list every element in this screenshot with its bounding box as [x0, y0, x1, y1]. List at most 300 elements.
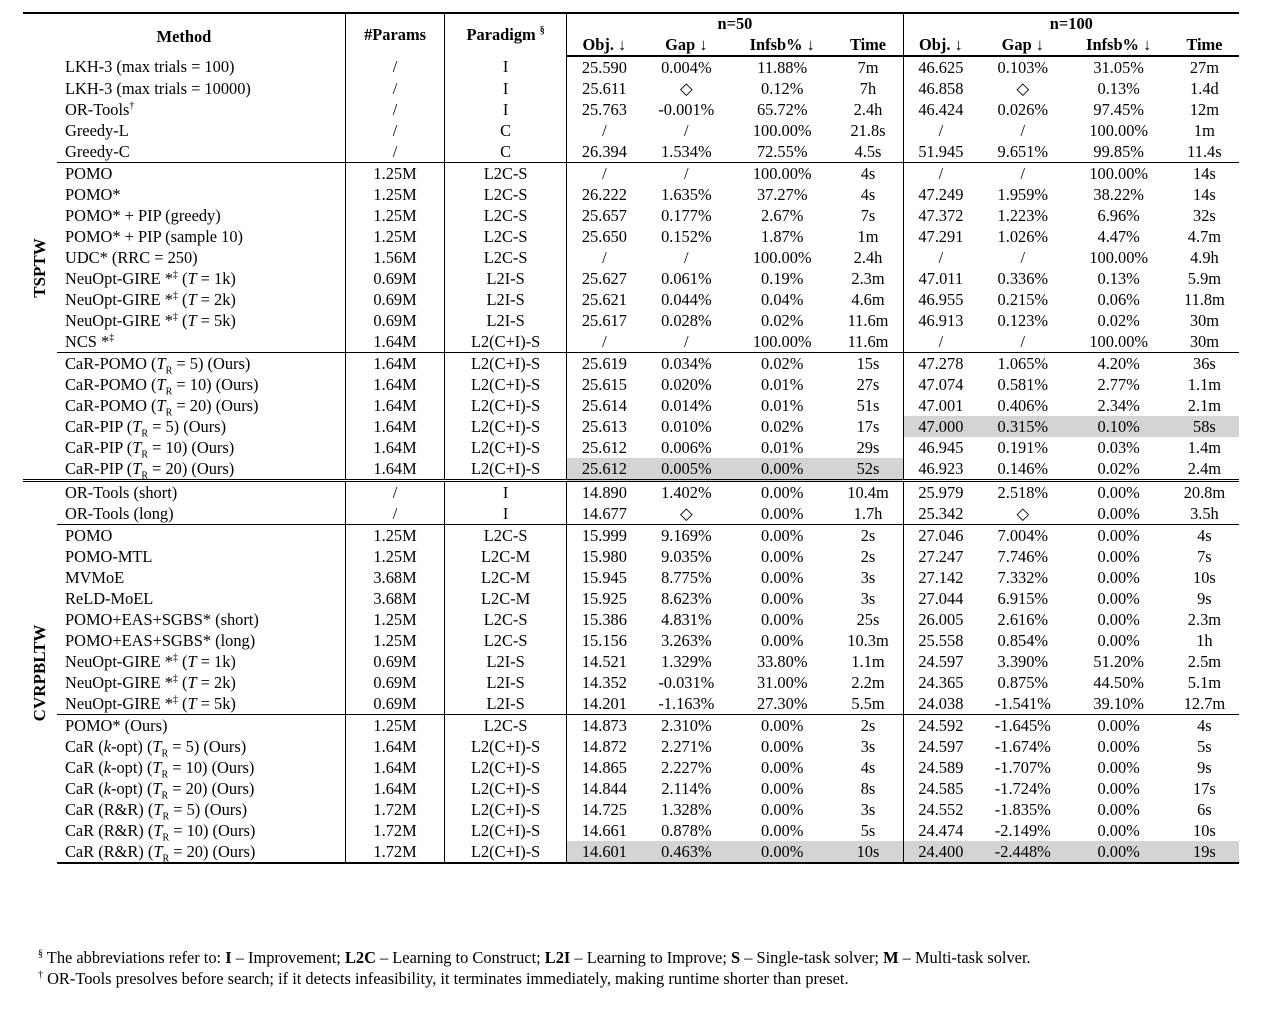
gap-50-cell: 0.020% [661, 374, 712, 394]
obj-100-cell: / [903, 163, 978, 185]
table-row [23, 205, 1239, 226]
footnote-mark-2: † [38, 969, 43, 981]
obj-50-cell: 14.844 [567, 778, 642, 799]
paradigm-cell: L2I-S [445, 672, 567, 693]
obj-50-cell: 25.613 [567, 416, 642, 437]
time-100-cell: 27m [1189, 57, 1219, 77]
time-50-cell: 1m [857, 226, 879, 246]
time-100-cell: 7s [1197, 546, 1212, 566]
time-100-cell: 1h [1196, 630, 1213, 650]
time-50-cell: 4s [833, 163, 903, 185]
obj-100-cell: 27.142 [903, 567, 978, 588]
paradigm-cell: L2C-S [445, 184, 567, 205]
time-100-cell: 17s [1193, 778, 1216, 798]
time-50-cell: 29s [856, 437, 880, 457]
gap-100-cell: -1.541% [994, 693, 1051, 713]
table-row [23, 268, 1239, 289]
params-cell: 1.64M [345, 353, 444, 375]
obj-50-cell: 25.657 [567, 205, 642, 226]
gap-100-cell: 9.651% [997, 141, 1049, 161]
obj-100-cell: 25.558 [903, 630, 978, 651]
infsb-50-cell: 100.00% [752, 331, 812, 351]
params-cell: 1.25M [345, 546, 444, 567]
time-100-cell: 36s [1170, 353, 1239, 375]
obj-100-cell: 24.365 [903, 672, 978, 693]
infsb-50-cell: 0.00% [761, 799, 804, 819]
header-paradigm-mark: § [539, 25, 545, 37]
params-cell: / [345, 56, 444, 78]
obj-50-cell: / [567, 163, 642, 185]
infsb-100-cell: 100.00% [1068, 163, 1170, 185]
method-cell: POMO* [65, 184, 121, 204]
params-cell: 1.64M [345, 331, 444, 353]
header-time-50: Time [833, 34, 903, 56]
method-cell: POMO+EAS+SGBS* (short) [65, 609, 259, 629]
obj-100-cell: 47.278 [903, 353, 978, 375]
gap-100-cell: 0.581% [997, 374, 1049, 394]
time-100-cell: 4s [1170, 525, 1239, 547]
time-50-cell: 51s [856, 395, 880, 415]
infsb-100-cell: 2.34% [1097, 395, 1140, 415]
infsb-100-cell: 51.20% [1093, 651, 1144, 671]
infsb-50-cell: 65.72% [756, 99, 808, 119]
method-cell: OR-Tools (long) [65, 503, 174, 523]
obj-100-cell: 27.046 [903, 525, 978, 547]
infsb-50-cell: 2.67% [761, 205, 804, 225]
gap-50-cell: / [684, 247, 689, 267]
paradigm-cell: L2(C+I)-S [445, 416, 567, 437]
obj-50-cell: 25.615 [567, 374, 642, 395]
obj-50-cell: 14.352 [567, 672, 642, 693]
infsb-100-cell: 0.00% [1097, 778, 1140, 798]
infsb-50-cell: 0.02% [761, 416, 804, 436]
obj-50-cell: 25.763 [567, 99, 642, 120]
method-cell: MVMoE [65, 567, 125, 587]
table-row [23, 757, 1239, 778]
time-100-cell: 9s [1197, 757, 1212, 777]
params-cell: 1.64M [345, 374, 444, 395]
table-row [23, 630, 1239, 651]
gap-50-cell: -0.001% [658, 99, 715, 119]
obj-50-cell: 26.222 [567, 184, 642, 205]
time-50-cell: 3s [860, 567, 876, 587]
method-cell: OR-Tools (short) [57, 481, 345, 504]
method-cell: NCS *‡ [65, 331, 115, 351]
obj-100-cell: / [903, 120, 978, 141]
paradigm-cell: L2(C+I)-S [445, 331, 567, 353]
method-cell: POMO-MTL [65, 546, 153, 566]
infsb-50-cell: 0.01% [761, 374, 804, 394]
gap-100-cell: 2.616% [997, 609, 1049, 629]
params-cell: 3.68M [345, 588, 444, 609]
obj-100-cell: 47.000 [903, 416, 978, 437]
gap-100-cell: 0.875% [997, 672, 1049, 692]
paradigm-cell: L2C-S [445, 715, 567, 737]
gap-50-cell: 1.534% [661, 141, 712, 161]
gap-100-cell: -1.645% [978, 715, 1067, 737]
time-50-cell: 3s [860, 588, 876, 608]
obj-100-cell: 46.424 [903, 99, 978, 120]
infsb-100-cell: 0.00% [1097, 820, 1140, 840]
obj-100-cell: 26.005 [903, 609, 978, 630]
gap-100-cell: 7.746% [997, 546, 1049, 566]
params-cell: 1.64M [345, 736, 444, 757]
gap-50-cell: 0.463% [642, 841, 731, 863]
time-50-cell: 2s [833, 715, 903, 737]
infsb-50-cell: 27.30% [756, 693, 808, 713]
paradigm-cell: I [445, 99, 567, 120]
time-100-cell: 2.3m [1187, 609, 1222, 629]
table-row [23, 331, 1239, 353]
header-infsb-50: Infsb% ↓ [731, 34, 833, 56]
table-row [23, 609, 1239, 630]
header-infsb-100: Infsb% ↓ [1068, 34, 1170, 56]
method-cell: NeuOpt-GIRE *‡ (T = 1k) [65, 268, 236, 288]
gap-50-cell: 0.177% [661, 205, 712, 225]
time-50-cell: 7m [857, 57, 879, 77]
infsb-100-cell: 0.00% [1097, 503, 1140, 523]
time-100-cell: 5s [1197, 736, 1212, 756]
paradigm-cell: L2C-S [445, 525, 567, 547]
paradigm-cell: L2I-S [445, 693, 567, 715]
infsb-100-cell: 0.02% [1097, 458, 1140, 478]
time-100-cell: 1.4d [1190, 78, 1219, 98]
params-cell: 1.25M [345, 525, 444, 547]
paradigm-cell: L2C-S [445, 163, 567, 185]
table-row [23, 567, 1239, 588]
section-label: CVRPBLTW [23, 481, 57, 864]
method-cell: CaR (k-opt) $(T_R = 5)$ (Ours) [65, 736, 247, 759]
obj-100-cell: 24.585 [903, 778, 978, 799]
paradigm-cell: L2(C+I)-S [445, 736, 567, 757]
params-cell: 1.25M [345, 184, 444, 205]
infsb-100-cell: 39.10% [1093, 693, 1144, 713]
time-100-cell: 4.7m [1187, 226, 1222, 246]
table-row [23, 99, 1239, 120]
table-row [23, 395, 1239, 416]
gap-100-cell: 0.215% [997, 289, 1049, 309]
time-100-cell: 2.4m [1187, 458, 1222, 478]
infsb-50-cell: 100.00% [752, 120, 812, 140]
time-50-cell: 52s [833, 458, 903, 481]
time-50-cell: 11.6m [847, 331, 889, 351]
params-cell: 1.64M [345, 458, 444, 481]
infsb-100-cell: 0.00% [1068, 841, 1170, 863]
paradigm-cell: L2(C+I)-S [445, 757, 567, 778]
paradigm-cell: L2I-S [445, 289, 567, 310]
paradigm-cell: I [445, 481, 567, 504]
footnote-text-1: The abbreviations refer to: I – Improvement; L2C – Learning to Construct; L2I – Learning to Improve; S – Single-task solver; M – Multi-task solver. [43, 948, 1031, 967]
params-cell: 1.25M [345, 630, 444, 651]
method-cell: CaR-POMO $(T_R = 10)$ (Ours) [65, 374, 259, 397]
obj-100-cell: 27.044 [903, 588, 978, 609]
time-50-cell: 3s [860, 736, 876, 756]
infsb-100-cell: 100.00% [1089, 120, 1149, 140]
infsb-100-cell: 0.13% [1097, 78, 1140, 98]
header-obj-100: Obj. ↓ [903, 34, 978, 56]
time-50-cell: 10.4m [833, 481, 903, 504]
obj-100-cell: 47.372 [903, 205, 978, 226]
gap-100-cell: 0.191% [997, 437, 1049, 457]
gap-50-cell: 0.014% [661, 395, 712, 415]
paradigm-cell: L2C-M [445, 567, 567, 588]
infsb-50-cell: 72.55% [756, 141, 808, 161]
gap-100-cell: 0.103% [997, 57, 1049, 77]
method-cell: POMO* + PIP (greedy) [65, 205, 221, 225]
infsb-50-cell: 0.00% [761, 757, 804, 777]
paradigm-cell: L2C-M [445, 588, 567, 609]
method-cell: LKH-3 (max trials = 10000) [65, 78, 251, 98]
paradigm-cell: L2C-S [445, 205, 567, 226]
time-50-cell: 7s [860, 205, 876, 225]
paradigm-cell: L2(C+I)-S [445, 437, 567, 458]
params-cell: 0.69M [345, 310, 444, 331]
infsb-50-cell: 0.01% [761, 437, 804, 457]
obj-100-cell: 47.011 [903, 268, 978, 289]
header-paradigm-text: Paradigm [466, 25, 536, 44]
time-100-cell: 1m [1193, 120, 1215, 140]
infsb-100-cell: 6.96% [1097, 205, 1140, 225]
obj-50-cell: 25.619 [567, 353, 642, 375]
method-cell: CaR-PIP $(T_R = 5)$ (Ours) [65, 416, 227, 439]
time-100-cell: 1.1m [1187, 374, 1222, 394]
params-cell: 0.69M [345, 289, 444, 310]
gap-50-cell: 0.152% [661, 226, 712, 246]
infsb-100-cell: 0.00% [1097, 546, 1140, 566]
time-50-cell: 3s [860, 799, 876, 819]
infsb-50-cell: 0.02% [761, 310, 804, 330]
obj-50-cell: 14.661 [567, 820, 642, 841]
time-100-cell: 32s [1193, 205, 1216, 225]
table-row [23, 588, 1239, 609]
method-cell: POMO [57, 163, 345, 185]
gap-100-cell: ◇ [1016, 78, 1030, 98]
footnote-text-2: OR-Tools presolves before search; if it detects infeasibility, it terminates immediately, making runtime shorter than preset. [43, 969, 849, 988]
paradigm-cell: L2C-S [445, 609, 567, 630]
gap-100-cell: -2.448% [978, 841, 1067, 863]
table-row [23, 247, 1239, 268]
footnote-ortools [38, 969, 849, 989]
gap-100-cell: -1.724% [994, 778, 1051, 798]
infsb-100-cell: 100.00% [1089, 331, 1149, 351]
header-n100: n=100 [903, 13, 1239, 34]
obj-50-cell: 25.617 [567, 310, 642, 331]
gap-100-cell: 0.406% [997, 395, 1049, 415]
obj-100-cell: 25.979 [903, 481, 978, 504]
gap-100-cell: 0.315% [978, 416, 1067, 437]
params-cell: 0.69M [345, 651, 444, 672]
gap-50-cell: 1.328% [661, 799, 712, 819]
table-row [23, 820, 1239, 841]
params-cell: 1.25M [345, 226, 444, 247]
table-row [23, 672, 1239, 693]
table-row [23, 310, 1239, 331]
table-row [23, 184, 1239, 205]
infsb-50-cell: 0.00% [731, 841, 833, 863]
gap-100-cell: 1.026% [997, 226, 1049, 246]
params-cell: 1.72M [345, 841, 444, 863]
obj-100-cell: 47.249 [903, 184, 978, 205]
paradigm-cell: L2C-M [445, 546, 567, 567]
obj-50-cell: 15.386 [567, 609, 642, 630]
obj-50-cell: / [567, 331, 642, 353]
params-cell: 1.72M [345, 799, 444, 820]
obj-50-cell: / [567, 247, 642, 268]
header-params: #Params [345, 13, 444, 56]
infsb-100-cell: 0.10% [1068, 416, 1170, 437]
table-row [23, 481, 1239, 504]
infsb-100-cell: 44.50% [1093, 672, 1144, 692]
time-100-cell: 2.5m [1187, 651, 1222, 671]
paradigm-cell: L2(C+I)-S [445, 374, 567, 395]
infsb-100-cell: 0.00% [1097, 757, 1140, 777]
infsb-50-cell: 100.00% [731, 163, 833, 185]
obj-100-cell: / [903, 331, 978, 353]
gap-50-cell: 2.227% [661, 757, 712, 777]
gap-100-cell: 0.146% [997, 458, 1049, 478]
time-50-cell: 11.6m [847, 310, 889, 330]
table-row [23, 416, 1239, 437]
infsb-100-cell: 99.85% [1093, 141, 1144, 161]
time-100-cell: 14s [1170, 163, 1239, 185]
method-cell: CaR-POMO $(T_R = 20)$ (Ours) [65, 395, 259, 418]
obj-100-cell: 24.589 [903, 757, 978, 778]
table-row [23, 289, 1239, 310]
table-row [23, 226, 1239, 247]
table-row [23, 78, 1239, 99]
paradigm-cell: L2(C+I)-S [445, 458, 567, 481]
paradigm-cell: L2I-S [445, 310, 567, 331]
infsb-100-cell: 97.45% [1093, 99, 1144, 119]
time-50-cell: 8s [860, 778, 876, 798]
params-cell: / [345, 503, 444, 525]
method-cell: CaR-POMO $(T_R = 5)$ (Ours) [57, 353, 345, 375]
time-100-cell: 19s [1170, 841, 1239, 863]
method-cell: CaR-PIP $(T_R = 20)$ (Ours) [65, 458, 235, 481]
method-cell: NeuOpt-GIRE *‡ (T = 1k) [65, 651, 236, 671]
gap-50-cell: -0.031% [658, 672, 715, 692]
obj-50-cell: 14.873 [567, 715, 642, 737]
gap-50-cell: / [684, 331, 689, 351]
obj-100-cell: / [903, 247, 978, 268]
gap-100-cell: 1.959% [997, 184, 1049, 204]
obj-100-cell: 47.291 [903, 226, 978, 247]
gap-100-cell: 0.336% [997, 268, 1049, 288]
gap-100-cell: 1.065% [978, 353, 1067, 375]
method-cell: NeuOpt-GIRE *‡ (T = 5k) [65, 693, 236, 713]
gap-50-cell: / [642, 163, 731, 185]
time-50-cell: 5.5m [851, 693, 885, 713]
gap-50-cell: 2.310% [642, 715, 731, 737]
obj-50-cell: 15.980 [567, 546, 642, 567]
infsb-50-cell: 33.80% [756, 651, 808, 671]
gap-100-cell: -1.835% [994, 799, 1051, 819]
time-50-cell: 15s [833, 353, 903, 375]
time-50-cell: 2s [860, 546, 876, 566]
gap-100-cell: / [1020, 247, 1026, 267]
infsb-50-cell: 0.04% [761, 289, 804, 309]
obj-50-cell: / [567, 120, 642, 141]
obj-50-cell: 25.612 [567, 437, 642, 458]
time-100-cell: 11.8m [1183, 289, 1225, 309]
time-50-cell: 4s [860, 757, 876, 777]
method-cell: POMO [57, 525, 345, 547]
time-50-cell: 2.2m [851, 672, 885, 692]
table-row [23, 458, 1239, 481]
infsb-50-cell: 0.00% [731, 481, 833, 504]
gap-50-cell: ◇ [680, 503, 693, 523]
header-n50: n=50 [567, 13, 903, 34]
params-cell: / [345, 141, 444, 163]
method-cell: OR-Tools† [65, 99, 135, 119]
infsb-100-cell: 0.00% [1097, 630, 1140, 650]
time-50-cell: 4.6m [851, 289, 885, 309]
time-50-cell: 2.4h [853, 99, 883, 119]
obj-50-cell: 15.925 [567, 588, 642, 609]
obj-50-cell: 14.872 [567, 736, 642, 757]
gap-50-cell: 2.271% [661, 736, 712, 756]
time-100-cell: 6s [1197, 799, 1212, 819]
params-cell: / [345, 99, 444, 120]
gap-100-cell: 6.915% [997, 588, 1049, 608]
gap-50-cell: 0.044% [661, 289, 712, 309]
method-cell: POMO* + PIP (sample 10) [65, 226, 244, 246]
obj-50-cell: 14.865 [567, 757, 642, 778]
obj-100-cell: 24.592 [903, 715, 978, 737]
method-cell: CaR (R&R) $(T_R = 10)$ (Ours) [65, 820, 256, 843]
results-table [23, 12, 1239, 864]
time-50-cell: 10.3m [847, 630, 889, 650]
infsb-100-cell: 0.00% [1097, 567, 1140, 587]
table-row [23, 525, 1239, 547]
footnote-abbreviations [38, 948, 1031, 968]
infsb-50-cell: 11.88% [757, 57, 808, 77]
infsb-50-cell: 0.12% [761, 78, 804, 98]
infsb-100-cell: 0.13% [1097, 268, 1140, 288]
table-row [23, 715, 1239, 737]
obj-50-cell: 15.156 [567, 630, 642, 651]
time-100-cell: 4s [1170, 715, 1239, 737]
infsb-100-cell: 0.02% [1097, 310, 1140, 330]
obj-100-cell: 24.474 [903, 820, 978, 841]
infsb-100-cell: 0.03% [1097, 437, 1140, 457]
params-cell: 1.64M [345, 395, 444, 416]
time-50-cell: 27s [856, 374, 880, 394]
infsb-50-cell: 0.00% [761, 820, 804, 840]
infsb-100-cell: 4.20% [1068, 353, 1170, 375]
params-cell: 1.56M [345, 247, 444, 268]
gap-100-cell: 3.390% [997, 651, 1049, 671]
footnote-mark-1: § [38, 948, 43, 960]
time-100-cell: 9s [1197, 588, 1212, 608]
params-cell: 1.25M [345, 609, 444, 630]
gap-50-cell: 9.169% [642, 525, 731, 547]
paradigm-cell: I [445, 503, 567, 525]
time-100-cell: 10s [1193, 567, 1216, 587]
time-50-cell: 2s [833, 525, 903, 547]
method-cell: UDC* (RRC = 250) [65, 247, 198, 267]
time-100-cell: 58s [1170, 416, 1239, 437]
time-100-cell: 2.1m [1187, 395, 1222, 415]
infsb-100-cell: 0.00% [1068, 525, 1170, 547]
method-cell: NeuOpt-GIRE *‡ (T = 2k) [65, 289, 236, 309]
gap-50-cell: -1.163% [658, 693, 715, 713]
gap-50-cell: 4.831% [661, 609, 712, 629]
infsb-50-cell: 0.00% [761, 736, 804, 756]
gap-100-cell: 1.223% [997, 205, 1049, 225]
params-cell: 1.25M [345, 205, 444, 226]
paradigm-cell: L2(C+I)-S [445, 820, 567, 841]
